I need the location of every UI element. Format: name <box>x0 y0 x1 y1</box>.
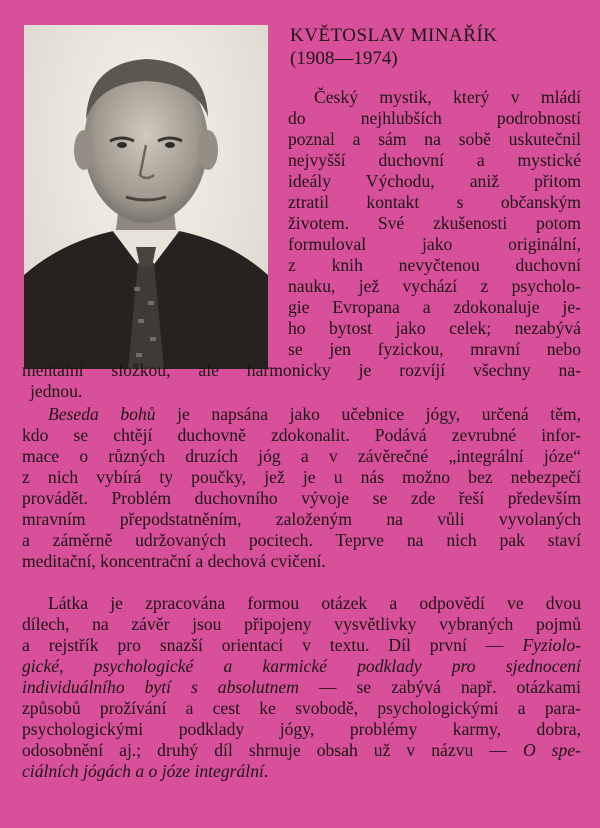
author-life-dates: (1908—1974) <box>290 48 398 69</box>
paragraph-line: z nich vybírá ty poučky, jež je u nás možno bez nebezpečí <box>22 467 581 487</box>
bio-line: Český mystik, který v mládí <box>314 87 581 107</box>
paragraph-line: mace o různých druzích jóg a v závěrečné „integrální józe“ <box>22 446 581 466</box>
paragraph-line: psychologickými podklady jógy, problémy karmy, dobra, <box>22 719 581 739</box>
paragraph-line: gické, psychologické a karmické podklady pro sjednocení <box>22 656 581 676</box>
bio-line: do nejhlubších podrobností <box>288 108 581 128</box>
bio-line: životem. Své zkušenosti potom <box>288 213 581 233</box>
paragraph-line: provádět. Problém duchovního vývoje se zde řeší především <box>22 488 581 508</box>
bio-line: mentální složkou, ale harmonicky je rozvíjí všechny na- <box>22 360 581 380</box>
bio-line: formuloval jako originální, <box>288 234 581 254</box>
bio-line: gie Evropana a zdokonaluje je- <box>288 297 581 317</box>
paragraph-line: odosobnění aj.; druhý díl shrnuje obsah už v názvu — O spe- <box>22 740 581 760</box>
paragraph-line: mravním přepodstatněním, založeným na vůli vyvolaných <box>22 509 581 529</box>
paragraph-beseda-bohu <box>22 404 581 572</box>
bio-line: ztratil kontakt s občanským <box>288 192 581 212</box>
bio-column <box>288 87 581 360</box>
author-portrait-photo <box>24 25 268 369</box>
bio-line: jednou. <box>30 381 83 401</box>
portrait-illustration <box>24 25 268 369</box>
author-name: KVĚTOSLAV MINAŘÍK <box>290 25 498 46</box>
bio-line: poznal a sám na sobě uskutečnil <box>288 129 581 149</box>
paragraph-line: kdo se chtějí duchovně zdokonalit. Podává zevrubné infor- <box>22 425 581 445</box>
paragraph-line: způsobů prožívání a cest ke svobodě, psychologickými a para- <box>22 698 581 718</box>
paragraph-line: Látka je zpracována formou otázek a odpovědí ve dvou <box>48 593 581 613</box>
bio-line: nauku, jež vychází z psycholo- <box>288 276 581 296</box>
bio-line: nejvyšší duchovní a mystické <box>288 150 581 170</box>
book-title: Beseda bohů <box>48 404 156 424</box>
paragraph-line: Beseda bohů je napsána jako učebnice jógy, určená těm, <box>48 404 581 424</box>
bio-line: se jen fyzickou, mravní nebo <box>288 339 581 359</box>
paragraph-structure <box>22 593 581 782</box>
bio-line: ho bytost jako celek; nezabývá <box>288 318 581 338</box>
paragraph-line: a záměrně udržovaných pocitech. Teprve na nich pak staví <box>22 530 581 550</box>
bio-continuation <box>22 360 581 402</box>
bio-line: z knih nevyčtenou duchovní <box>288 255 581 275</box>
paragraph-line: individuálního bytí s absolutnem — se zabývá např. otázkami <box>22 677 581 697</box>
paragraph-line: meditační, koncentrační a dechová cvičení. <box>22 551 326 571</box>
paragraph-line: dílech, na závěr jsou připojeny vysvětlivky vybraných pojmů <box>22 614 581 634</box>
paragraph-line: ciálních jógách a o józe integrální. <box>22 761 269 781</box>
bio-line: ideály Východu, aniž přitom <box>288 171 581 191</box>
paragraph-line: a rejstřík pro snazší orientaci v textu. Díl první — Fyziolo- <box>22 635 581 655</box>
